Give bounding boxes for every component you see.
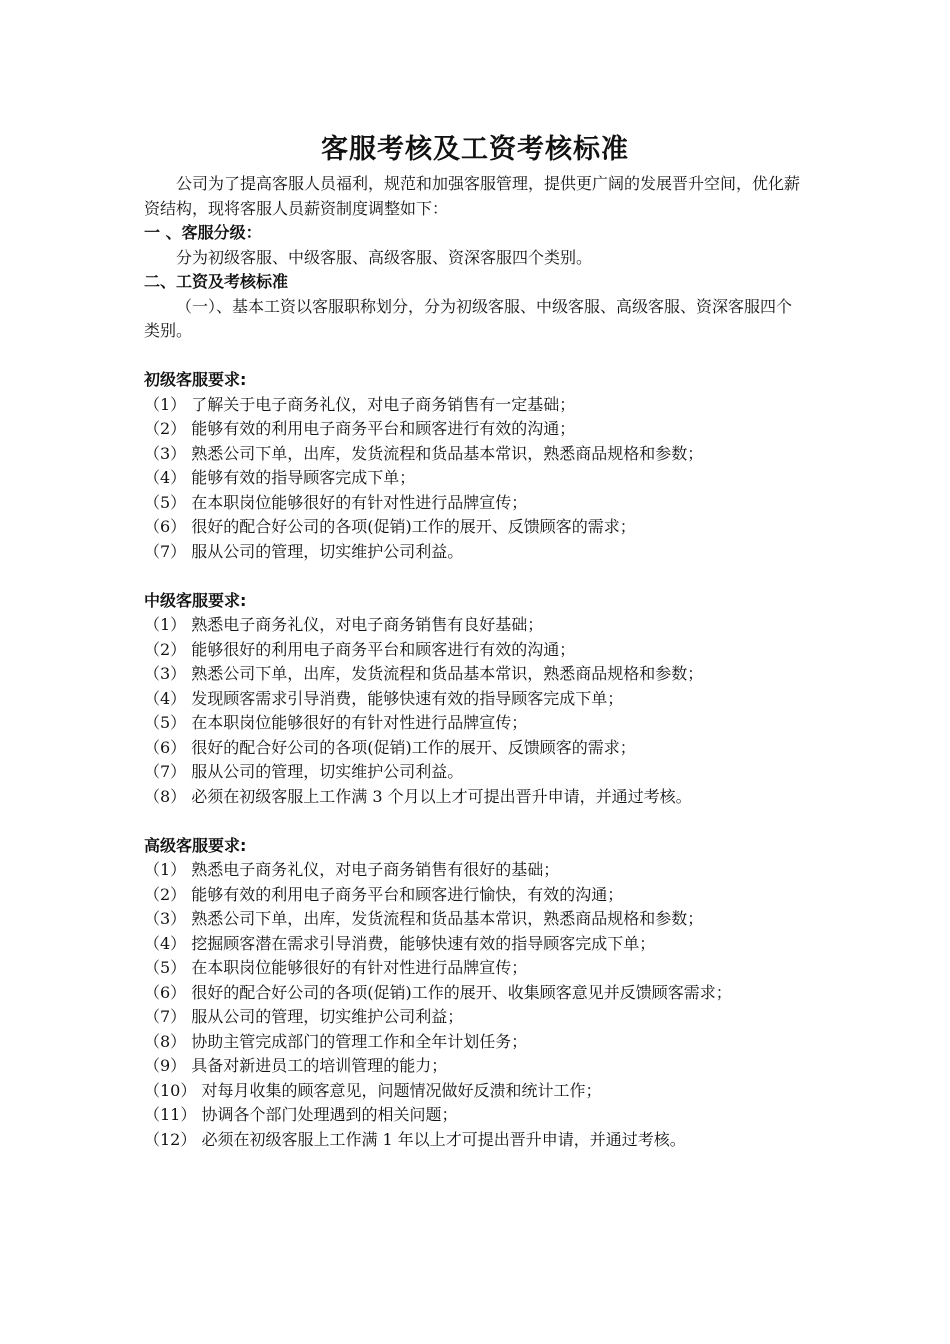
list-item: （11） 协调各个部门处理遇到的相关问题； xyxy=(144,1105,458,1124)
junior-requirements-list xyxy=(144,393,806,565)
document-title: 客服考核及工资考核标准 xyxy=(321,134,629,165)
list-item: （2） 能够有效的利用电子商务平台和顾客进行愉快，有效的沟通； xyxy=(144,884,624,904)
senior-heading: 高级客服要求: xyxy=(144,835,247,855)
section-1-text: 分为初级客服、中级客服、高级客服、资深客服四个类别。 xyxy=(176,247,593,267)
list-item: （8） 协助主管完成部门的管理工作和全年计划任务； xyxy=(144,1031,528,1051)
list-item: （9） 具备对新进员工的培训管理的能力； xyxy=(144,1056,448,1075)
list-item: （12） 必须在初级客服上工作满 1 年以上才可提出晋升申请，并通过考核。 xyxy=(144,1129,686,1149)
list-item: （10） 对每月收集的顾客意见，问题情况做好反溃和统计工作； xyxy=(144,1080,602,1100)
list-item: （3） 熟悉公司下单，出库，发货流程和货品基本常识，熟悉商品规格和参数； xyxy=(144,664,704,683)
intro-paragraph: 公司为了提高客服人员福利，规范和加强客服管理，提供更广阔的发展晋升空间，优化薪资结构，现将客服人员薪资制度调整如下： xyxy=(144,174,801,218)
list-item: （1） 熟悉电子商务礼仪，对电子商务销售有良好基础； xyxy=(144,615,544,634)
junior-heading: 初级客服要求: xyxy=(144,370,247,389)
list-item: （4） 能够有效的指导顾客完成下单； xyxy=(144,468,416,487)
list-item: （6） 很好的配合好公司的各项(促销)工作的展开、收集顾客意见并反馈顾客需求； xyxy=(144,982,732,1002)
list-item: （6） 很好的配合好公司的各项(促销)工作的展开、反馈顾客的需求； xyxy=(144,737,636,757)
section-2-text: （一）、基本工资以客服职称划分，分为初级客服、中级客服、高级客服、资深客服四个类别。 xyxy=(144,296,793,340)
list-item: （7） 服从公司的管理，切实维护公司利益。 xyxy=(144,541,464,561)
list-item: （4） 挖掘顾客潜在需求引导消费，能够快速有效的指导顾客完成下单； xyxy=(144,933,656,953)
list-item: （5） 在本职岗位能够很好的有针对性进行品牌宣传； xyxy=(144,713,528,732)
list-item: （5） 在本职岗位能够很好的有针对性进行品牌宣传； xyxy=(144,492,528,512)
list-item: （6） 很好的配合好公司的各项(促销)工作的展开、反馈顾客的需求； xyxy=(144,517,636,536)
spacer xyxy=(144,809,806,834)
list-item: （3） 熟悉公司下单，出库，发货流程和货品基本常识，熟悉商品规格和参数； xyxy=(144,443,704,463)
spacer xyxy=(144,564,806,589)
list-item: （1） 了解关于电子商务礼仪，对电子商务销售有一定基础； xyxy=(144,394,576,414)
list-item: （3） 熟悉公司下单，出库，发货流程和货品基本常识，熟悉商品规格和参数； xyxy=(144,909,704,928)
list-item: （7） 服从公司的管理，切实维护公司利益； xyxy=(144,1007,464,1026)
spacer xyxy=(144,344,806,369)
list-item: （5） 在本职岗位能够很好的有针对性进行品牌宣传； xyxy=(144,958,528,977)
section-1-heading: 一 、客服分级： xyxy=(144,223,262,242)
list-item: （2） 能够有效的利用电子商务平台和顾客进行有效的沟通； xyxy=(144,419,576,438)
middle-requirements-list xyxy=(144,613,806,809)
list-item: （2） 能够很好的利用电子商务平台和顾客进行有效的沟通； xyxy=(144,639,576,659)
document-body xyxy=(144,132,806,1152)
middle-heading: 中级客服要求: xyxy=(144,590,247,610)
list-item: （8） 必须在初级客服上工作满 3 个月以上才可提出晋升申请，并通过考核。 xyxy=(144,786,692,806)
list-item: （7） 服从公司的管理，切实维护公司利益。 xyxy=(144,762,464,781)
list-item: （1） 熟悉电子商务礼仪，对电子商务销售有很好的基础； xyxy=(144,860,560,879)
senior-requirements-list xyxy=(144,858,806,1152)
section-2-heading: 二、工资及考核标准 xyxy=(144,272,289,291)
list-item: （4） 发现顾客需求引导消费，能够快速有效的指导顾客完成下单； xyxy=(144,688,624,708)
